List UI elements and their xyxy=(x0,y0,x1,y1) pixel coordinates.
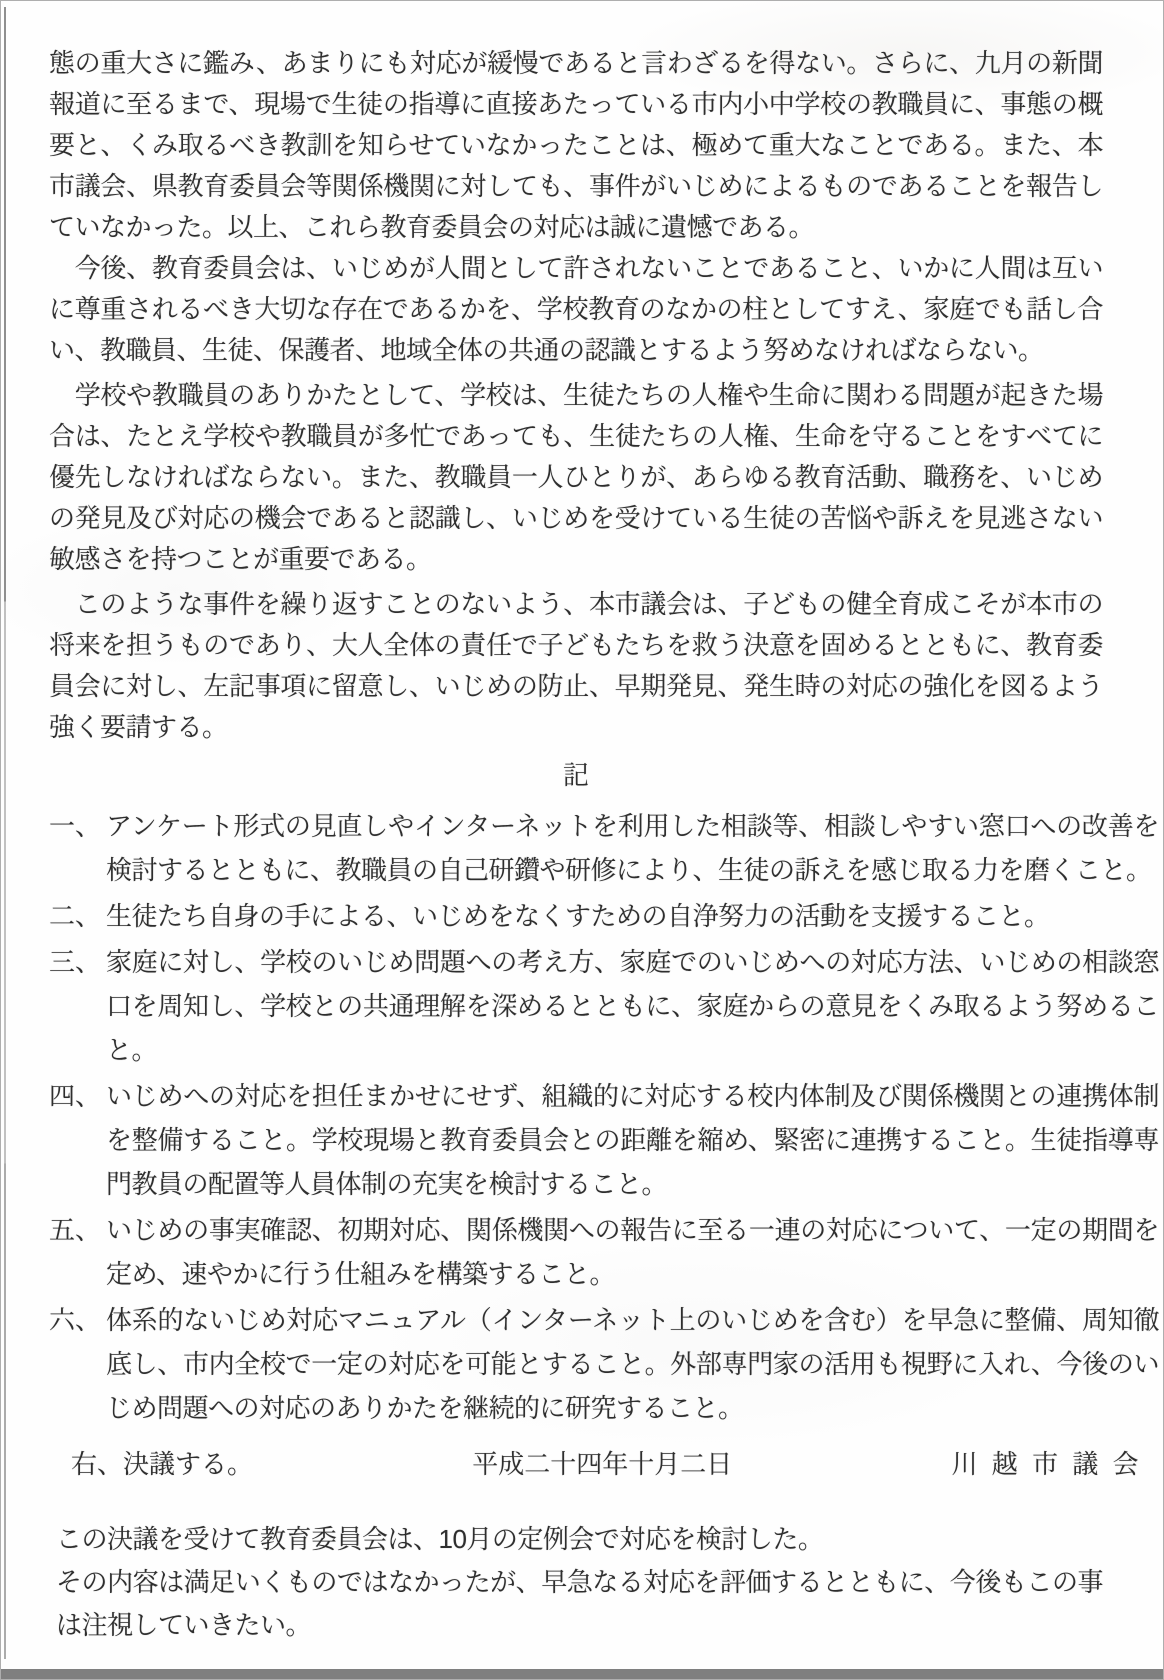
resolution-date: 平成二十四年十月二日 xyxy=(472,1449,733,1479)
list-item-6-text: 体系的ないじめ対応マニュアル（インターネット上のいじめを含む）を早急に整備、周知徹底し、市内全校で一定の対応を可能とすること。外部専門家の活用も視野に入れ、今後のいじめ問題への対応のありかたを継続的に研究すること。 xyxy=(106,1305,1159,1423)
list-item-1-text: アンケート形式の見直しやインターネットを利用した相談等、相談しやすい窓口への改善を検討するとともに、教職員の自己研鑽や研修により、生徒の訴えを感じ取る力を磨くこと。 xyxy=(106,811,1159,885)
afterword-note xyxy=(56,1518,1103,1647)
body-paragraph-1: 態の重大さに鑑み、あまりにも対応が緩慢であると言わざるを得ない。さらに、九月の新聞報道に至るまで、現場で生徒の指導に直接あたっている市内小中学校の教職員に、事態の概要と、くみ取るべき教訓を知らせていなかったことは、極めて重大なことである。また、本市議会、県教育委員会等関係機関に対しても、事件がいじめによるものであることを報告していなかった。以上、これら教育委員会の対応は誠に遺憾である。 xyxy=(49,48,1103,242)
list-item-5-text: いじめの事実確認、初期対応、関係機関への報告に至る一連の対応について、一定の期間を定め、速やかに行う仕組みを構築すること。 xyxy=(106,1215,1159,1289)
list-item-3-number: 三、 xyxy=(49,947,102,977)
scan-edge-artifact-left xyxy=(4,7,6,1659)
body-paragraph-4: このような事件を繰り返すことのないよう、本市議会は、子どもの健全育成こそが本市の将来を担うものであり、大人全体の責任で子どもたちを救う決意を固めるとともに、教育委員会に対し、左記事項に留意し、いじめの防止、早期発見、発生時の対応の強化を図るよう強く要請する。 xyxy=(49,589,1103,742)
list-item-3 xyxy=(49,940,1159,1072)
afterword-line-1: この決議を受けて教育委員会は、10月の定例会で対応を検討した。 xyxy=(56,1524,824,1554)
list-item-5 xyxy=(49,1208,1159,1296)
scan-edge-artifact-bottom xyxy=(1,1669,1163,1679)
body-paragraph-3: 学校や教職員のありかたとして、学校は、生徒たちの人権や生命に関わる問題が起きた場合は、たとえ学校や教職員が多忙であっても、生徒たちの人権、生命を守ることをすべてに優先しなければならない。また、教職員一人ひとりが、あらゆる教育活動、職務を、いじめの発見及び対応の機会であると認識し、いじめを受けている生徒の苦悩や訴えを見逃さない敏感さを持つことが重要である。 xyxy=(49,380,1103,574)
list-item-4-number: 四、 xyxy=(49,1081,102,1111)
afterword-line-2: その内容は満足いくものではなかったが、早急なる対応を評価するとともに、今後もこの事は注視していきたい。 xyxy=(56,1567,1103,1640)
list-item-6-number: 六、 xyxy=(49,1305,102,1335)
resolution-items-list xyxy=(49,804,1159,1430)
body-paragraph-2: 今後、教育委員会は、いじめが人間として許されないことであること、いかに人間は互いに尊重されるべき大切な存在であるかを、学校教育のなかの柱としてすえ、家庭でも話し合い、教職員、生徒、保護者、地域全体の共通の認識とするよう努めなければならない。 xyxy=(49,253,1103,365)
list-item-1 xyxy=(49,804,1159,892)
resolution-statement: 右、決議する。 xyxy=(71,1449,254,1479)
section-heading-ki: 記 xyxy=(562,760,589,790)
list-item-6 xyxy=(49,1298,1159,1430)
list-item-2-text: 生徒たち自身の手による、いじめをなくすための自浄努力の活動を支援すること。 xyxy=(106,901,1050,931)
list-item-5-number: 五、 xyxy=(49,1215,102,1245)
list-item-1-number: 一、 xyxy=(49,811,102,841)
list-item-4-text: いじめへの対応を担任まかせにせず、組織的に対応する校内体制及び関係機関との連携体制を整備すること。学校現場と教育委員会との距離を縮め、緊密に連携すること。生徒指導専門教員の配置等人員体制の充実を検討すること。 xyxy=(106,1081,1159,1199)
document-body xyxy=(49,43,1159,1647)
resolution-signature-row xyxy=(49,1448,1153,1480)
list-item-2 xyxy=(49,894,1159,938)
council-name: 川越市議会 xyxy=(951,1449,1153,1479)
list-item-4 xyxy=(49,1074,1159,1206)
list-item-2-number: 二、 xyxy=(49,901,102,931)
list-item-3-text: 家庭に対し、学校のいじめ問題への考え方、家庭でのいじめへの対応方法、いじめの相談窓口を周知し、学校との共通理解を深めるとともに、家庭からの意見をくみ取るよう努めること。 xyxy=(106,947,1159,1065)
